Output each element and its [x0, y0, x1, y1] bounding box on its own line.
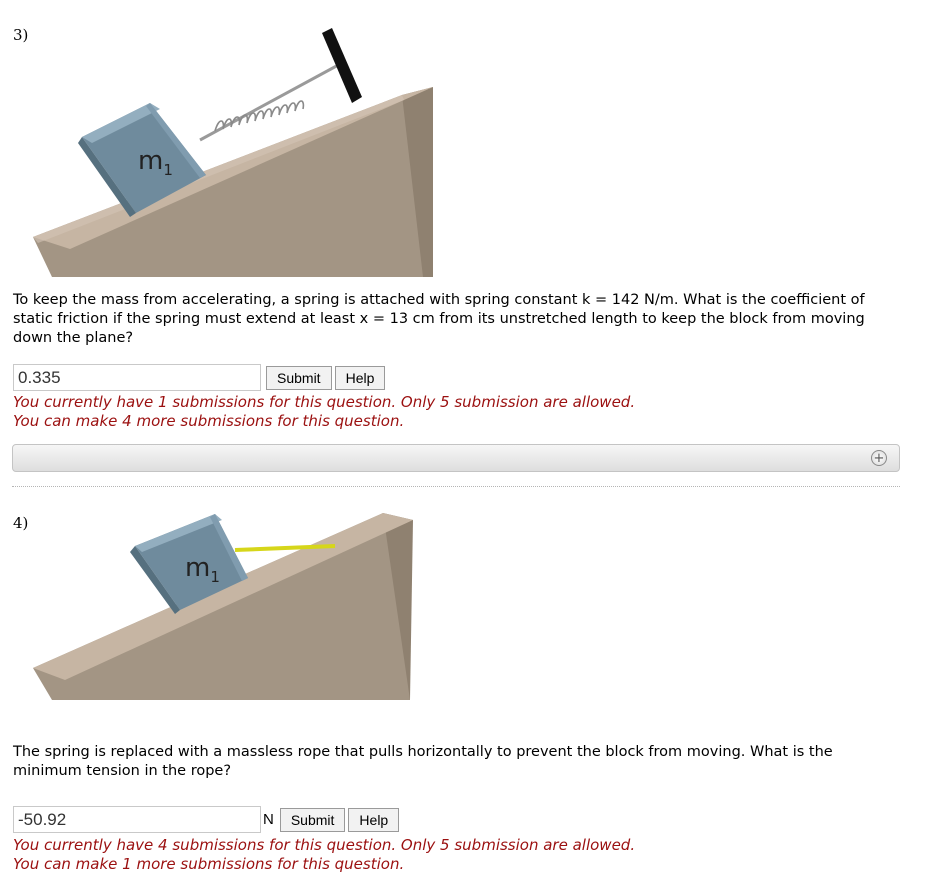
question-4-unit: N — [263, 811, 274, 828]
question-4-status-line-1: You currently have 4 submissions for this question. Only 5 submission are allowed. — [13, 836, 636, 854]
question-3-status-line-1: You currently have 1 submissions for this question. Only 5 submission are allowed. — [13, 393, 636, 411]
question-4-answer-row — [13, 806, 399, 833]
question-4-answer-input[interactable] — [13, 806, 261, 833]
question-3-text: To keep the mass from accelerating, a spring is attached with spring constant k = 142 N/m. What is the coefficient of static friction if the spring must extend at least x = 13 cm from its unstretched length to keep the block from moving down the plane? — [13, 292, 865, 346]
spring-coil — [215, 101, 303, 131]
question-3-answer-input[interactable] — [13, 364, 261, 391]
question-3-submit-button[interactable]: Submit — [266, 366, 332, 390]
question-4-submit-button[interactable]: Submit — [280, 808, 346, 832]
question-3-number: 3) — [13, 26, 29, 44]
question-3-help-button[interactable]: Help — [335, 366, 386, 390]
question-4-text: The spring is replaced with a massless rope that pulls horizontally to prevent the block from moving. What is the minimum tension in the rope? — [13, 744, 833, 779]
question-4-status-line-2: You can make 1 more submissions for this question. — [13, 855, 405, 873]
question-3-answer-row — [13, 364, 385, 391]
mass-label-m1: $m_1$ — [138, 146, 173, 180]
mass-label-m1: $m_1$ — [185, 553, 220, 587]
incline-spring-figure — [30, 25, 440, 280]
spring-wall-bracket — [322, 28, 362, 103]
ramp-front-face — [33, 95, 423, 277]
question-4-help-button[interactable]: Help — [348, 808, 399, 832]
plus-circle-icon[interactable]: + — [871, 450, 887, 466]
question-4-number: 4) — [13, 514, 29, 532]
collapsible-section-bar[interactable] — [12, 444, 900, 472]
incline-rope-figure — [30, 508, 420, 703]
question-3-status-line-2: You can make 4 more submissions for this question. — [13, 412, 405, 430]
section-divider — [12, 486, 900, 487]
